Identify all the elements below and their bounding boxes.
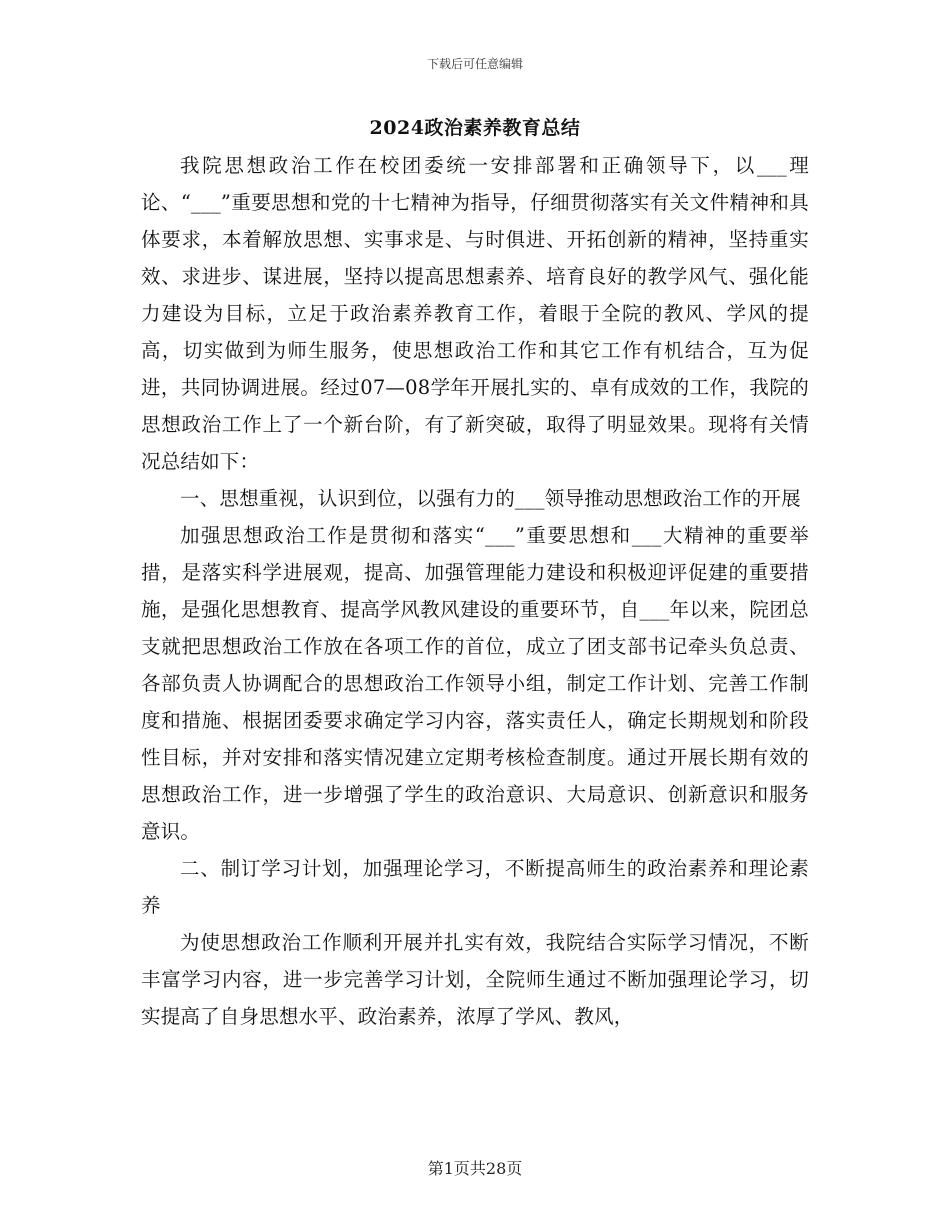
header-note: 下载后可任意编辑 bbox=[426, 57, 523, 71]
section-heading-2: 二、制订学习计划，加强理论学习，不断提高师生的政治素养和理论素养 bbox=[141, 857, 809, 917]
paragraph-section-1: 加强思想政治工作是贯彻和落实“___”重要思想和___大精神的重要举措，是落实科学进展观，提高、加强管理能力建设和积极迎评促建的重要措施，是强化思想教育、提高学风教风建设的重要环节，自___年以来，院团总支就把思想政治工作放在各项工作的首位，成立了团支部书记牵头负总责、各部负责人协调配合的思想政治工作领导小组，制定工作计划、完善工作制度和措施、根据团委要求确定学习内容，落实责任人，确定长期规划和阶段性目标，并对安排和落实情况建立定期考核检查制度。通过开展长期有效的思想政治工作，进一步增强了学生的政治意识、大局意识、创新意识和服务意识。 bbox=[141, 524, 809, 843]
document-title: 2024政治素养教育总结 bbox=[369, 117, 581, 139]
document-body bbox=[141, 147, 809, 1035]
paragraph-section-2: 为使思想政治工作顺利开展并扎实有效，我院结合实际学习情况，不断丰富学习内容，进一步完善学习计划，全院师生通过不断加强理论学习，切实提高了自身思想水平、政治素养，浓厚了学风、教风， bbox=[141, 931, 809, 1028]
section-heading-1: 一、思想重视，认识到位，以强有力的___领导推动思想政治工作的开展 bbox=[180, 487, 801, 510]
paragraph-intro: 我院思想政治工作在校团委统一安排部署和正确领导下，以___理论、“___”重要思想和党的十七精神为指导，仔细贯彻落实有关文件精神和具体要求，本着解放思想、实事求是、与时俱进、开拓创新的精神，坚持重实效、求进步、谋进展，坚持以提高思想素养、培育良好的教学风气、强化能力建设为目标，立足于政治素养教育工作，着眼于全院的教风、学风的提高，切实做到为师生服务，使思想政治工作和其它工作有机结合，互为促进，共同协调进展。经过07—08学年开展扎实的、卓有成效的工作，我院的思想政治工作上了一个新台阶，有了新突破，取得了明显效果。现将有关情况总结如下： bbox=[141, 154, 809, 473]
page-number: 第1页共28页 bbox=[427, 1159, 523, 1178]
